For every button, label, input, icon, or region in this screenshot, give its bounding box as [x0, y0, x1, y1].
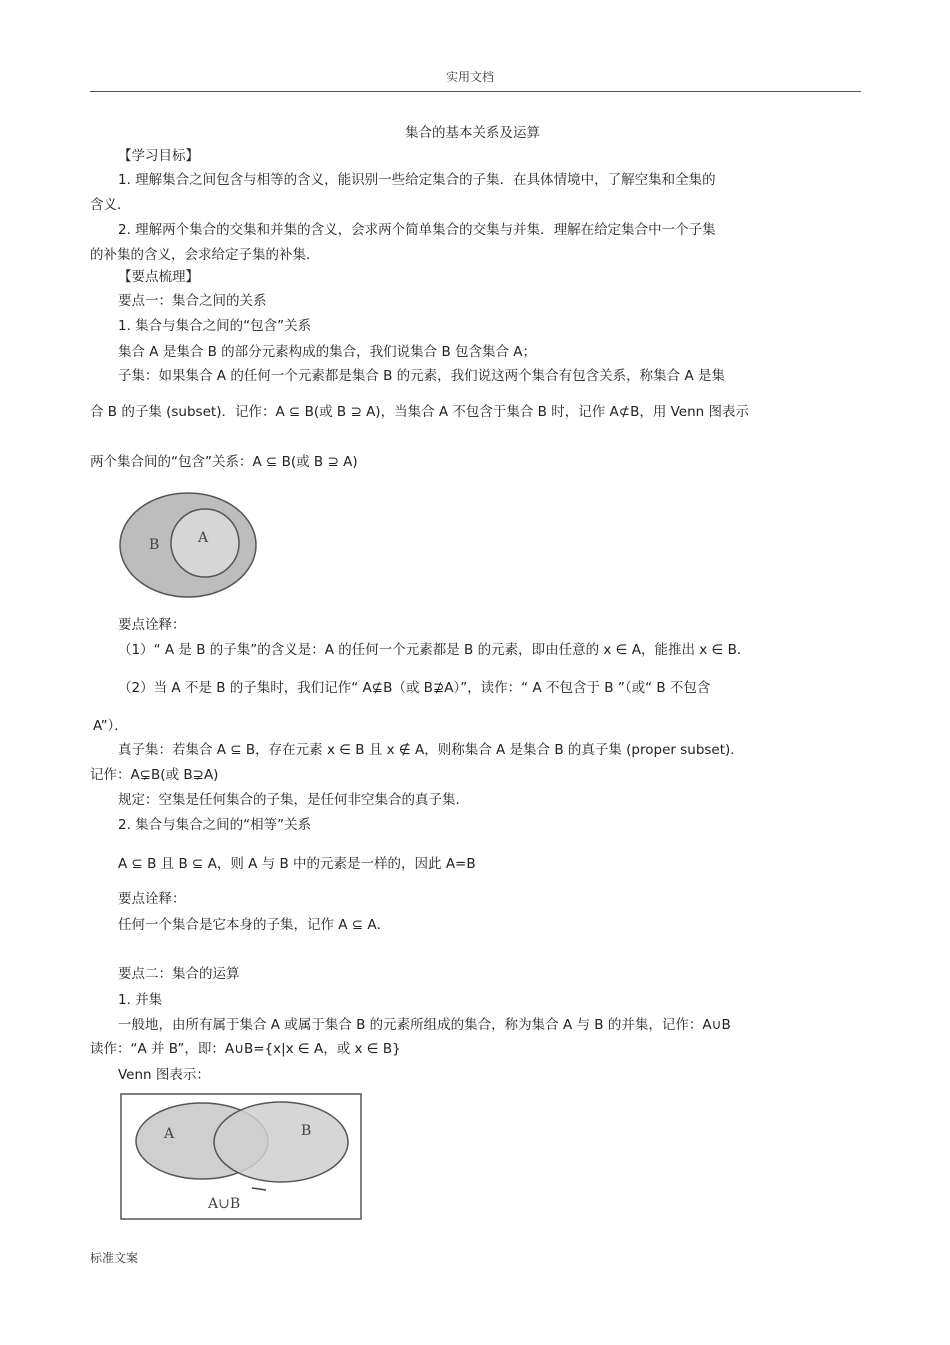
paragraph: A ⊆ B 且 B ⊆ A，则 A 与 B 中的元素是一样的，因此 A=B: [118, 856, 476, 872]
venn-label-a: A: [198, 530, 209, 546]
venn-label-b: B: [301, 1123, 312, 1139]
venn-label-b: B: [149, 537, 160, 553]
paragraph: 规定：空集是任何集合的子集，是任何非空集合的真子集．: [118, 792, 469, 808]
paragraph: A”）．: [93, 718, 128, 734]
set-b-ellipse: [214, 1102, 348, 1182]
paragraph: 集合 A 是集合 B 的部分元素构成的集合，我们说集合 B 包含集合 A；: [118, 344, 537, 360]
paragraph: 子集：如果集合 A 的任何一个元素都是集合 B 的元素，我们说这两个集合有包含关系，称集合 A 是集: [118, 368, 725, 384]
paragraph: （2）当 A 不是 B 的子集时，我们记作“ A⊈B（或 B⊉A）”，读作：“ A 不包含于 B ”（或“ B 不包含: [118, 680, 711, 696]
paragraph: 一般地，由所有属于集合 A 或属于集合 B 的元素所组成的集合，称为集合 A 与 B 的并集，记作：A∪B: [118, 1017, 731, 1033]
paragraph: 读作：“A 并 B”，即：A∪B={x|x ∈ A，或 x ∈ B}: [90, 1041, 401, 1057]
venn-union-diagram: [120, 1093, 363, 1221]
paragraph: 含义．: [90, 197, 131, 213]
section-heading: 【学习目标】: [118, 148, 199, 164]
section-heading: 要点二：集合的运算: [118, 966, 240, 982]
paragraph: 真子集：若集合 A ⊆ B，存在元素 x ∈ B 且 x ∉ A，则称集合 A 是集合 B 的真子集 (proper subset)．: [118, 742, 744, 758]
paragraph: 合 B 的子集 (subset)．记作：A ⊆ B(或 B ⊇ A)，当集合 A 不包含于集合 B 时，记作 A⊄B，用 Venn 图表示: [90, 404, 750, 420]
header-rule: [90, 91, 861, 92]
paragraph: 两个集合间的“包含”关系：A ⊆ B(或 B ⊇ A): [90, 454, 358, 470]
section-heading: 【要点梳理】: [118, 269, 199, 285]
paragraph: 的补集的含义，会求给定子集的补集．: [90, 247, 320, 263]
paragraph: 记作：A⊊B(或 B⊋A): [90, 767, 219, 783]
section-heading: 要点诠释：: [118, 617, 186, 633]
paragraph: （1）“ A 是 B 的子集”的含义是：A 的任何一个元素都是 B 的元素，即由任意的 x ∈ A，能推出 x ∈ B．: [118, 642, 751, 658]
venn-subset-diagram: [118, 490, 263, 600]
section-heading: 要点诠释：: [118, 891, 186, 907]
venn-label-union: A∪B: [208, 1196, 241, 1212]
paragraph: 要点一：集合之间的关系: [118, 293, 267, 309]
paragraph: 1. 并集: [118, 992, 163, 1008]
paragraph: 1. 理解集合之间包含与相等的含义，能识别一些给定集合的子集．在具体情境中，了解空集和全集的: [118, 172, 716, 188]
paragraph: 1. 集合与集合之间的“包含”关系: [118, 318, 312, 334]
doc-title: 集合的基本关系及运算: [405, 125, 540, 141]
venn-label-a: A: [164, 1126, 175, 1142]
paragraph: 2. 理解两个集合的交集和并集的含义，会求两个简单集合的交集与并集．理解在给定集合中一个子集: [118, 222, 716, 238]
page-header: 实用文档: [446, 70, 495, 84]
page-footer: 标准文案: [90, 1251, 139, 1265]
paragraph: Venn 图表示：: [118, 1067, 210, 1083]
paragraph: 任何一个集合是它本身的子集，记作 A ⊆ A．: [118, 917, 391, 933]
paragraph: 2. 集合与集合之间的“相等”关系: [118, 817, 312, 833]
